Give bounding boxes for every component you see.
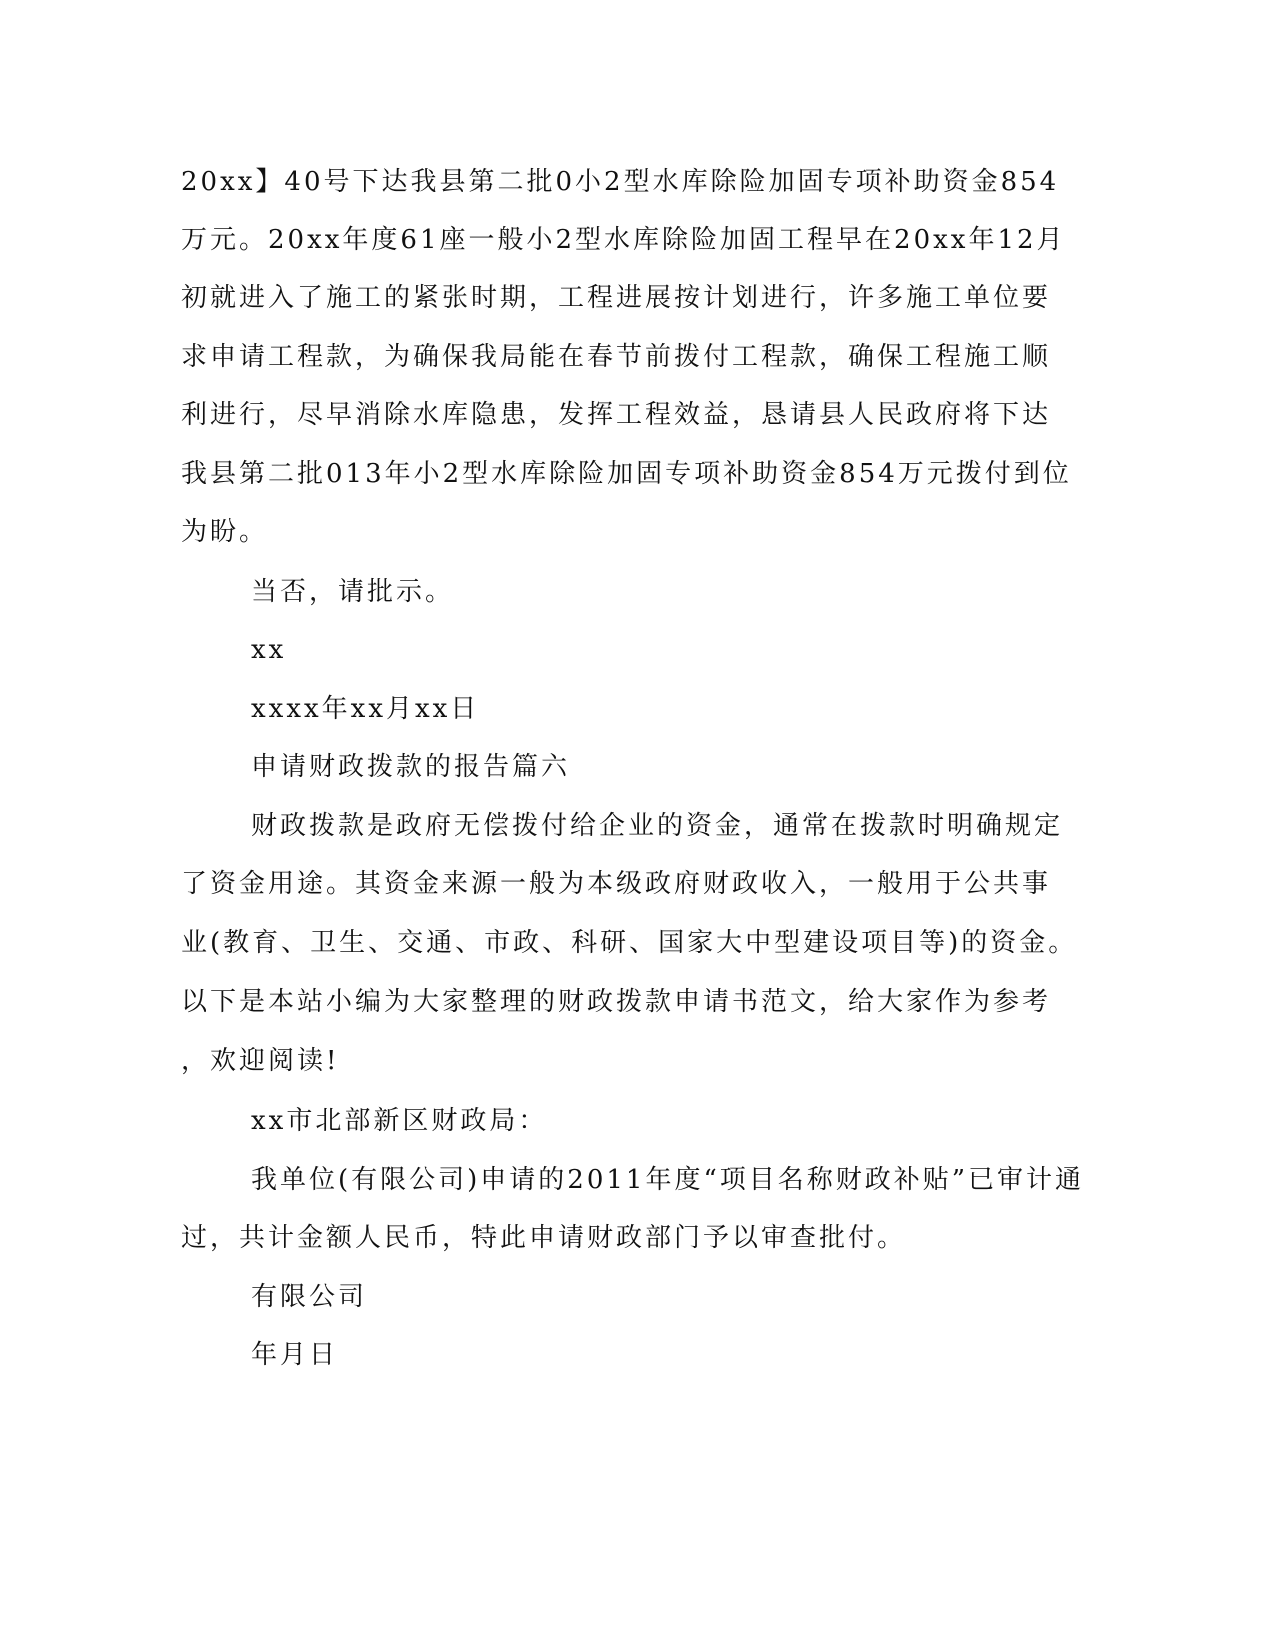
body-text-line: 业(教育、卫生、交通、市政、科研、国家大中型建设项目等)的资金。 xyxy=(181,928,1078,958)
signature-date: xxxx年xx月xx日 xyxy=(251,694,480,724)
body-text-line: ，欢迎阅读! xyxy=(181,1046,340,1076)
closing-request: 当否，请批示。 xyxy=(251,577,455,607)
body-text-line: 我单位(有限公司)申请的2011年度“项目名称财政补贴”已审计通 xyxy=(251,1165,1085,1195)
body-text-line: 过，共计金额人民币，特此申请财政部门予以审查批付。 xyxy=(181,1223,907,1253)
body-text-line: 万元。20xx年度61座一般小2型水库除险加固工程早在20xx年12月 xyxy=(181,225,1066,255)
body-text-line: 求申请工程款，为确保我局能在春节前拨付工程款，确保工程施工顺 xyxy=(181,342,1052,372)
body-text-line: 财政拨款是政府无偿拨付给企业的资金，通常在拨款时明确规定 xyxy=(251,811,1064,841)
body-text-line: 我县第二批013年小2型水库除险加固专项补助资金854万元拨付到位 xyxy=(181,459,1072,489)
body-text-line: 了资金用途。其资金来源一般为本级政府财政收入，一般用于公共事 xyxy=(181,869,1052,899)
body-text-line: 20xx】40号下达我县第二批0小2型水库除险加固专项补助资金854 xyxy=(181,167,1060,197)
body-text-line: 为盼。 xyxy=(181,517,269,547)
body-text-line: 初就进入了施工的紧张时期，工程进展按计划进行，许多施工单位要 xyxy=(181,283,1052,313)
recipient-line: xx市北部新区财政局： xyxy=(251,1106,548,1136)
signature-date-blank: 年月日 xyxy=(251,1340,339,1370)
section-heading: 申请财政拨款的报告篇六 xyxy=(251,752,571,782)
signature-company: 有限公司 xyxy=(251,1282,368,1312)
body-text-line: 以下是本站小编为大家整理的财政拨款申请书范文，给大家作为参考 xyxy=(181,987,1052,1017)
signature-name: xx xyxy=(251,635,287,665)
body-text-line: 利进行，尽早消除水库隐患，发挥工程效益，恳请县人民政府将下达 xyxy=(181,400,1052,430)
